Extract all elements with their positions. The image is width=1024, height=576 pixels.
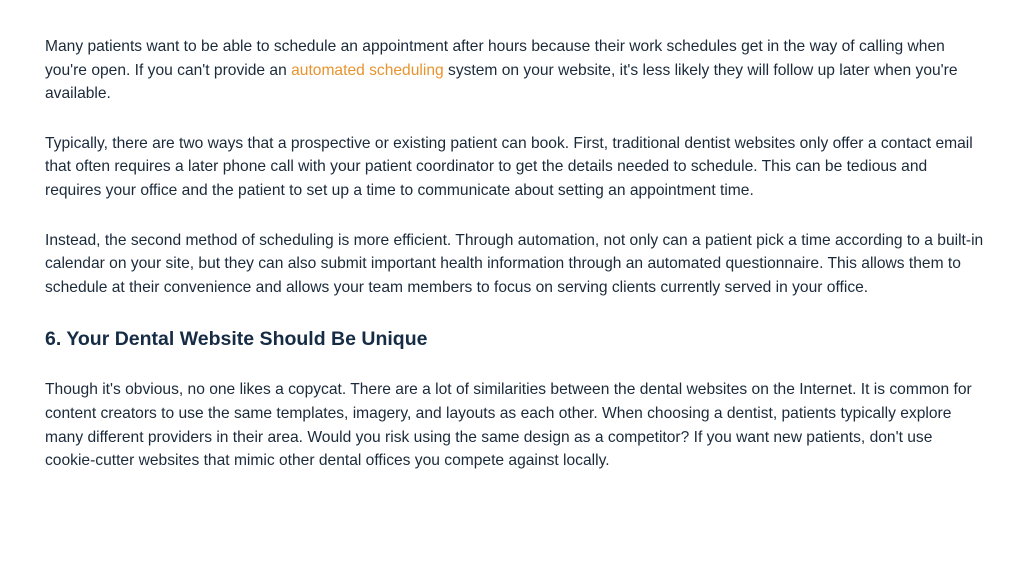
automated-scheduling-link[interactable]: automated scheduling (291, 61, 444, 79)
paragraph-after-hours-scheduling (45, 35, 984, 106)
paragraph-booking-methods: Typically, there are two ways that a prospective or existing patient can book. First, traditional dentist websites only offer a contact email that often requires a later phone call with your patient coordinator to get the details needed to schedule. This can be tedious and requires your office and the patient to set up a time to communicate about setting an appointment time. (45, 134, 973, 199)
section-heading: 6. Your Dental Website Should Be Unique (45, 328, 428, 351)
paragraph-text: system on your website, it's less likely they will follow up later when you're available. (45, 61, 958, 103)
paragraph-unique-design: Though it's obvious, no one likes a copycat. There are a lot of similarities between the dental websites on the Internet. It is common for content creators to use the same templates, imagery, and layouts as each other. When choosing a dentist, patients typically explore many different providers in their area. Would you risk using the same design as a competitor? If you want new patients, don't use cookie-cutter websites that mimic other dental offices you compete against locally. (45, 381, 972, 470)
paragraph-text: Many patients want to be able to schedule an appointment after hours because their work schedules get in the way of calling when you're open. If you can't provide an (45, 38, 945, 79)
paragraph-automation: Instead, the second method of scheduling is more efficient. Through automation, not only can a patient pick a time according to a built-in calendar on your site, but they can also submit important health information through an automated questionnaire. This allows them to schedule at their convenience and allows your team members to focus on serving clients currently served in your office. (45, 231, 984, 296)
